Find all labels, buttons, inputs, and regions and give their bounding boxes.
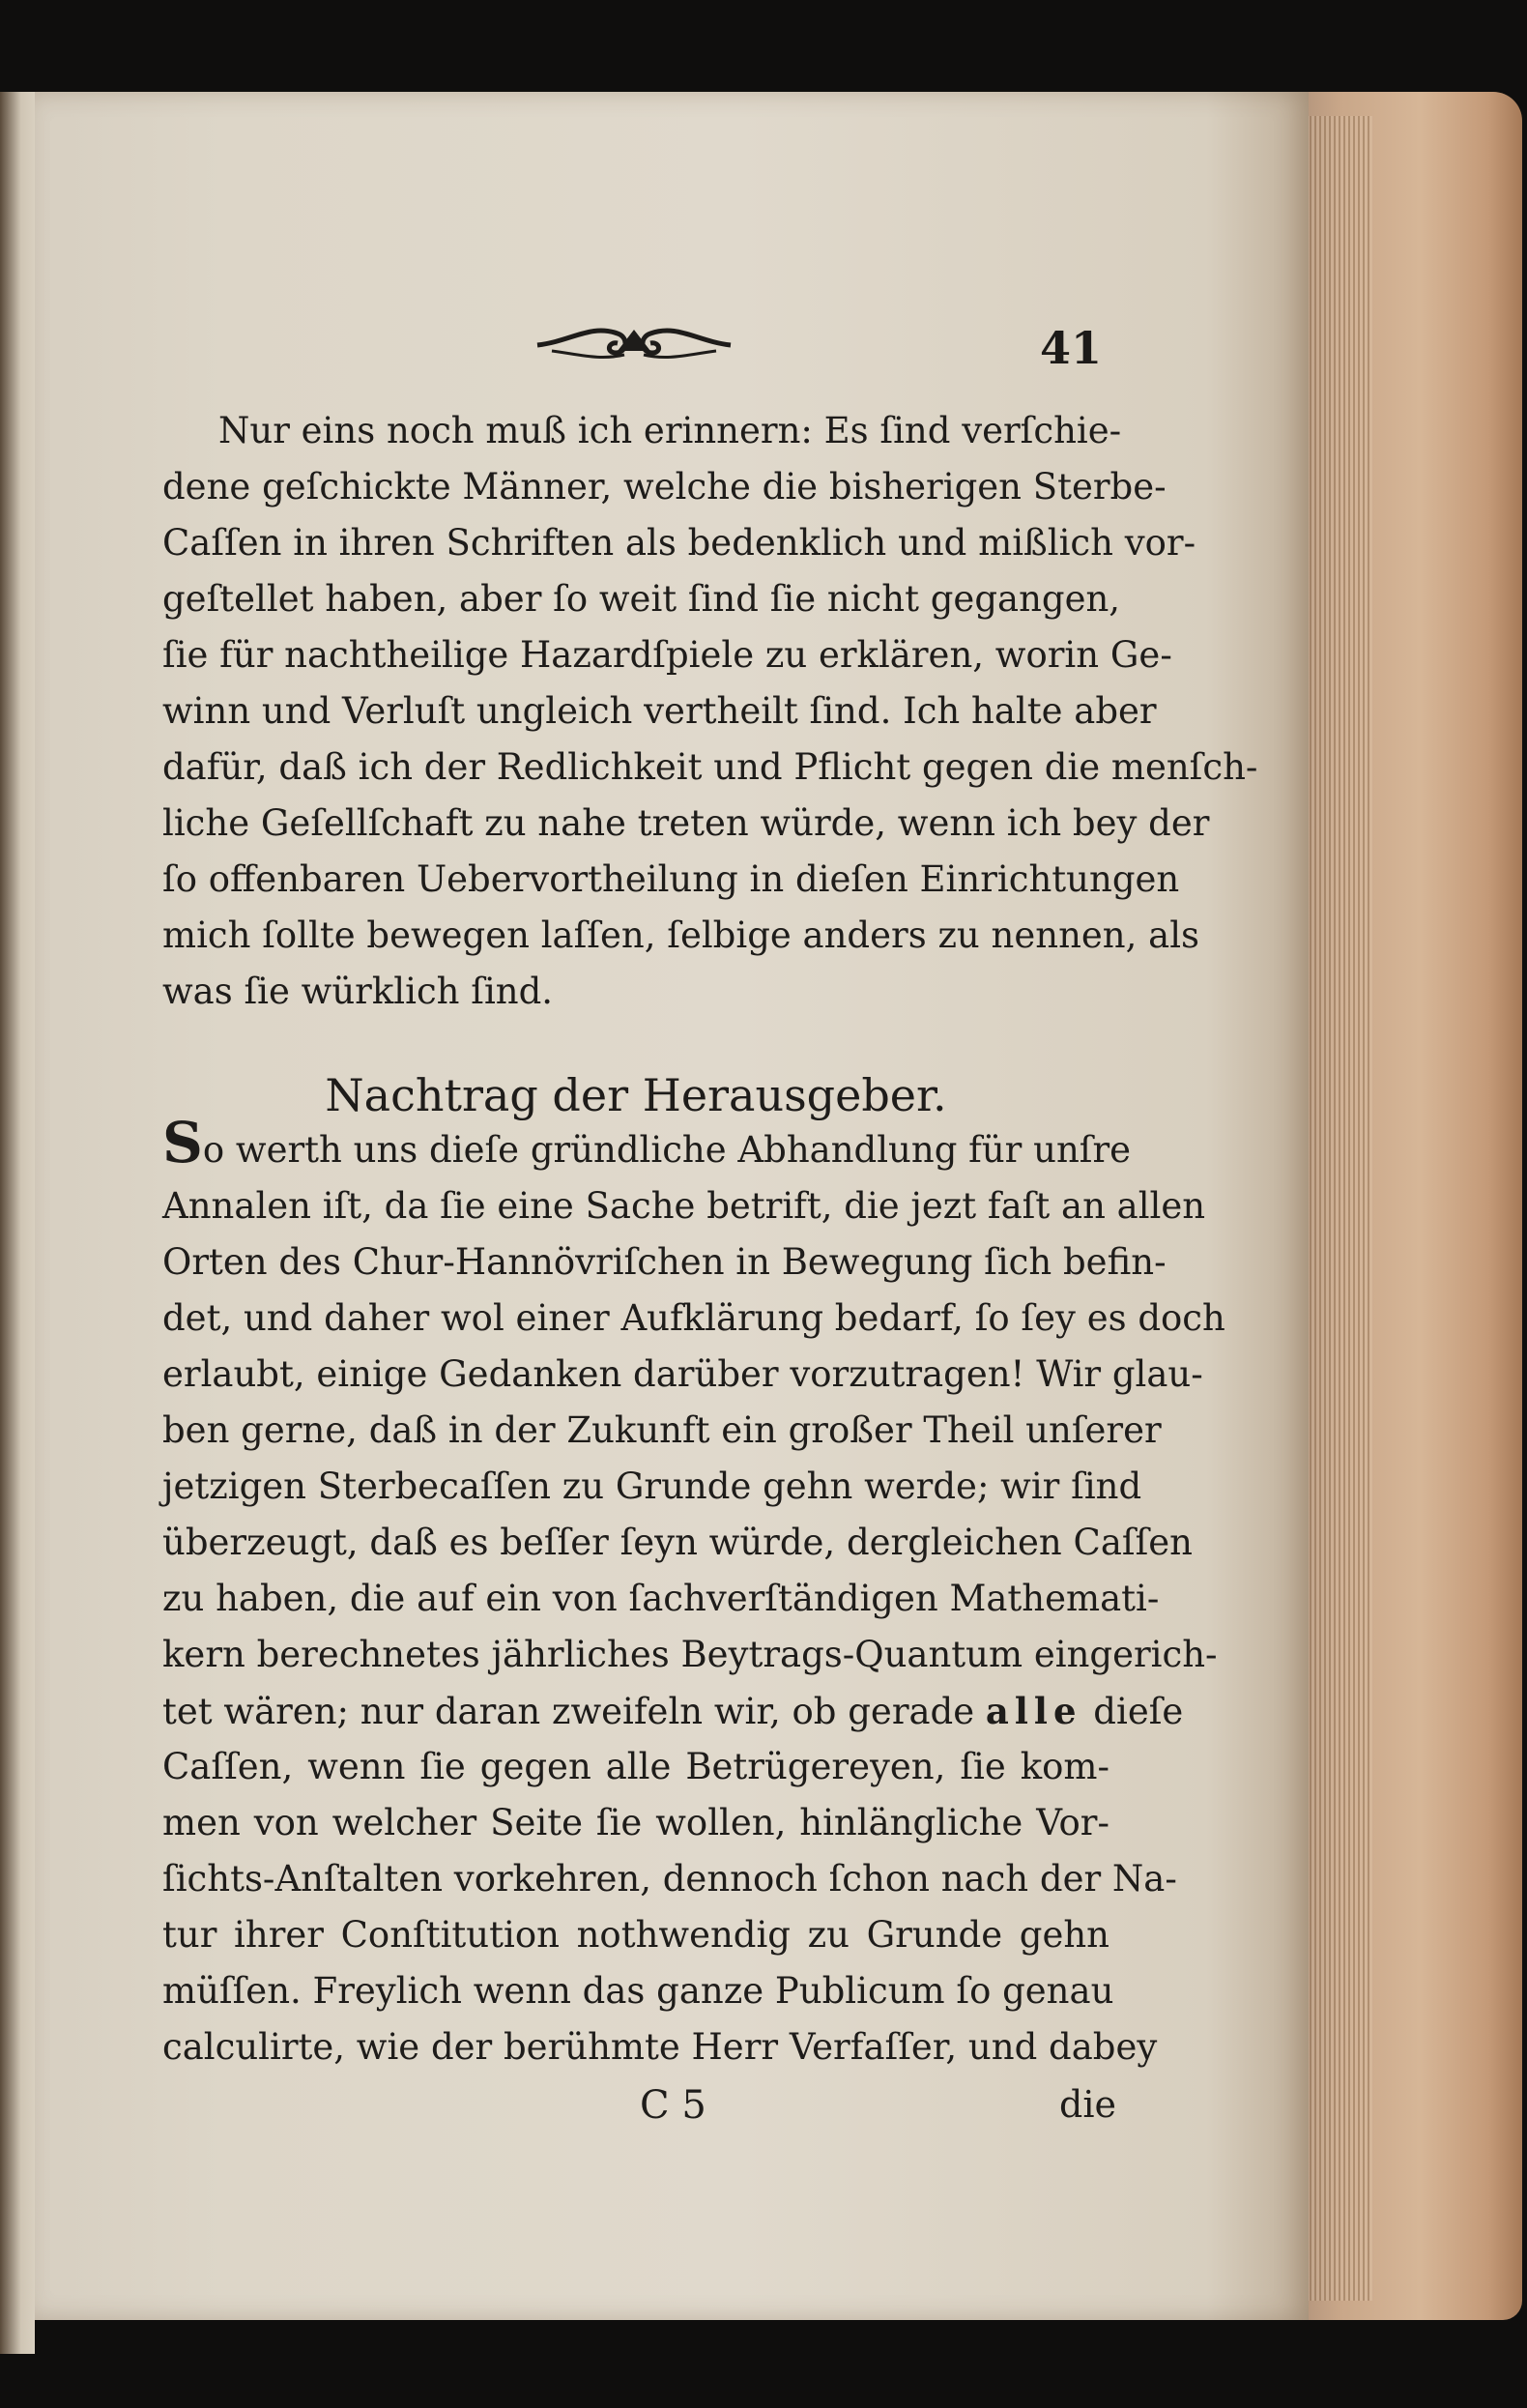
- text-line: kern berechnetes jährliches Beytrags-Quantum eingerich-: [162, 1634, 1218, 1675]
- first-line-text: o werth uns dieſe gründliche Abhandlung für unſre: [202, 1129, 1132, 1171]
- header-ornament-icon: [533, 312, 735, 370]
- page-edge-lines: [1305, 116, 1372, 2301]
- spaced-word-alle: alle: [985, 1690, 1082, 1732]
- text-line: müſſen. Freylich wenn das ganze Publicum ſo genau: [162, 1970, 1114, 2012]
- section-heading: Nachtrag der Herausgeber.: [325, 1069, 947, 1121]
- facing-page-edge: [0, 92, 35, 2354]
- text-line: erlaubt, einige Gedanken darüber vorzutragen! Wir glau-: [162, 1353, 1203, 1395]
- drop-cap: S: [162, 1110, 203, 1175]
- text-line: zu haben, die auf ein von ſachverſtändigen Mathemati-: [162, 1578, 1160, 1619]
- text-line: Caſſen in ihren Schriften als bedenklich und mißlich vor-: [162, 522, 1196, 564]
- text-line: dene geſchickte Männer, welche die bisherigen Sterbe-: [162, 466, 1167, 508]
- text-line: geſtellet haben, aber ſo weit ſind ſie nicht gegangen,: [162, 578, 1121, 620]
- text-line: ſo offenbaren Uebervortheilung in dieſen Einrichtungen: [162, 858, 1180, 900]
- text-before-alle: tet wären; nur daran zweifeln wir, ob gerade: [162, 1691, 986, 1732]
- paragraph-1: [162, 403, 1258, 1020]
- catchword: die: [1059, 2083, 1116, 2126]
- text-line: überzeugt, daß es beſſer ſeyn würde, dergleichen Caſſen: [162, 1522, 1193, 1563]
- text-line: men von welcher Seite ſie wollen, hinlängliche Vor-: [162, 1802, 1109, 1843]
- text-line: Nur eins noch muß ich erinnern: Es ſind verſchie-: [218, 410, 1122, 451]
- book-page: [35, 92, 1309, 2320]
- signature-mark: C 5: [640, 2083, 706, 2128]
- text-line: det, und daher wol einer Aufklärung bedarf, ſo ſey es doch: [162, 1297, 1225, 1339]
- text-line: calculirte, wie der berühmte Herr Verfaſſer, und dabey: [162, 2026, 1158, 2068]
- text-line: ſie für nachtheilige Hazardſpiele zu erklären, worin Ge-: [162, 634, 1172, 676]
- paragraph-2: [162, 1110, 1225, 2075]
- text-line: jetzigen Sterbecaſſen zu Grunde gehn werde; wir ſind: [162, 1465, 1142, 1507]
- text-line: was ſie würklich ſind.: [162, 971, 554, 1012]
- text-line: Annalen iſt, da ſie eine Sache betrift, die jezt faſt an allen: [162, 1185, 1206, 1227]
- text-line: ben gerne, daß in der Zukunft ein großer Theil unſerer: [162, 1409, 1162, 1451]
- text-line: Orten des Chur-Hannövriſchen in Bewegung ſich befin-: [162, 1241, 1167, 1283]
- text-line: mich ſollte bewegen laſſen, ſelbige anders zu nennen, als: [162, 914, 1200, 956]
- text-line-emphasis: [162, 1683, 1184, 1739]
- text-line: tur ihrer Conſtitution nothwendig zu Grunde gehn: [162, 1914, 1109, 1956]
- text-line: ſichts-Anſtalten vorkehren, dennoch ſchon nach der Na-: [162, 1858, 1177, 1900]
- text-line: dafür, daß ich der Redlichkeit und Pflicht gegen die menſch-: [162, 746, 1258, 788]
- text-line-first: [162, 1110, 1132, 1178]
- text-line: Caſſen, wenn ſie gegen alle Betrügereyen, ſie kom-: [162, 1746, 1109, 1787]
- text-line: winn und Verluſt ungleich vertheilt ſind. Ich halte aber: [162, 690, 1157, 732]
- text-after-alle: dieſe: [1081, 1691, 1184, 1732]
- text-line: liche Geſellſchaft zu nahe treten würde, wenn ich bey der: [162, 802, 1210, 844]
- page-number: 41: [1040, 322, 1103, 374]
